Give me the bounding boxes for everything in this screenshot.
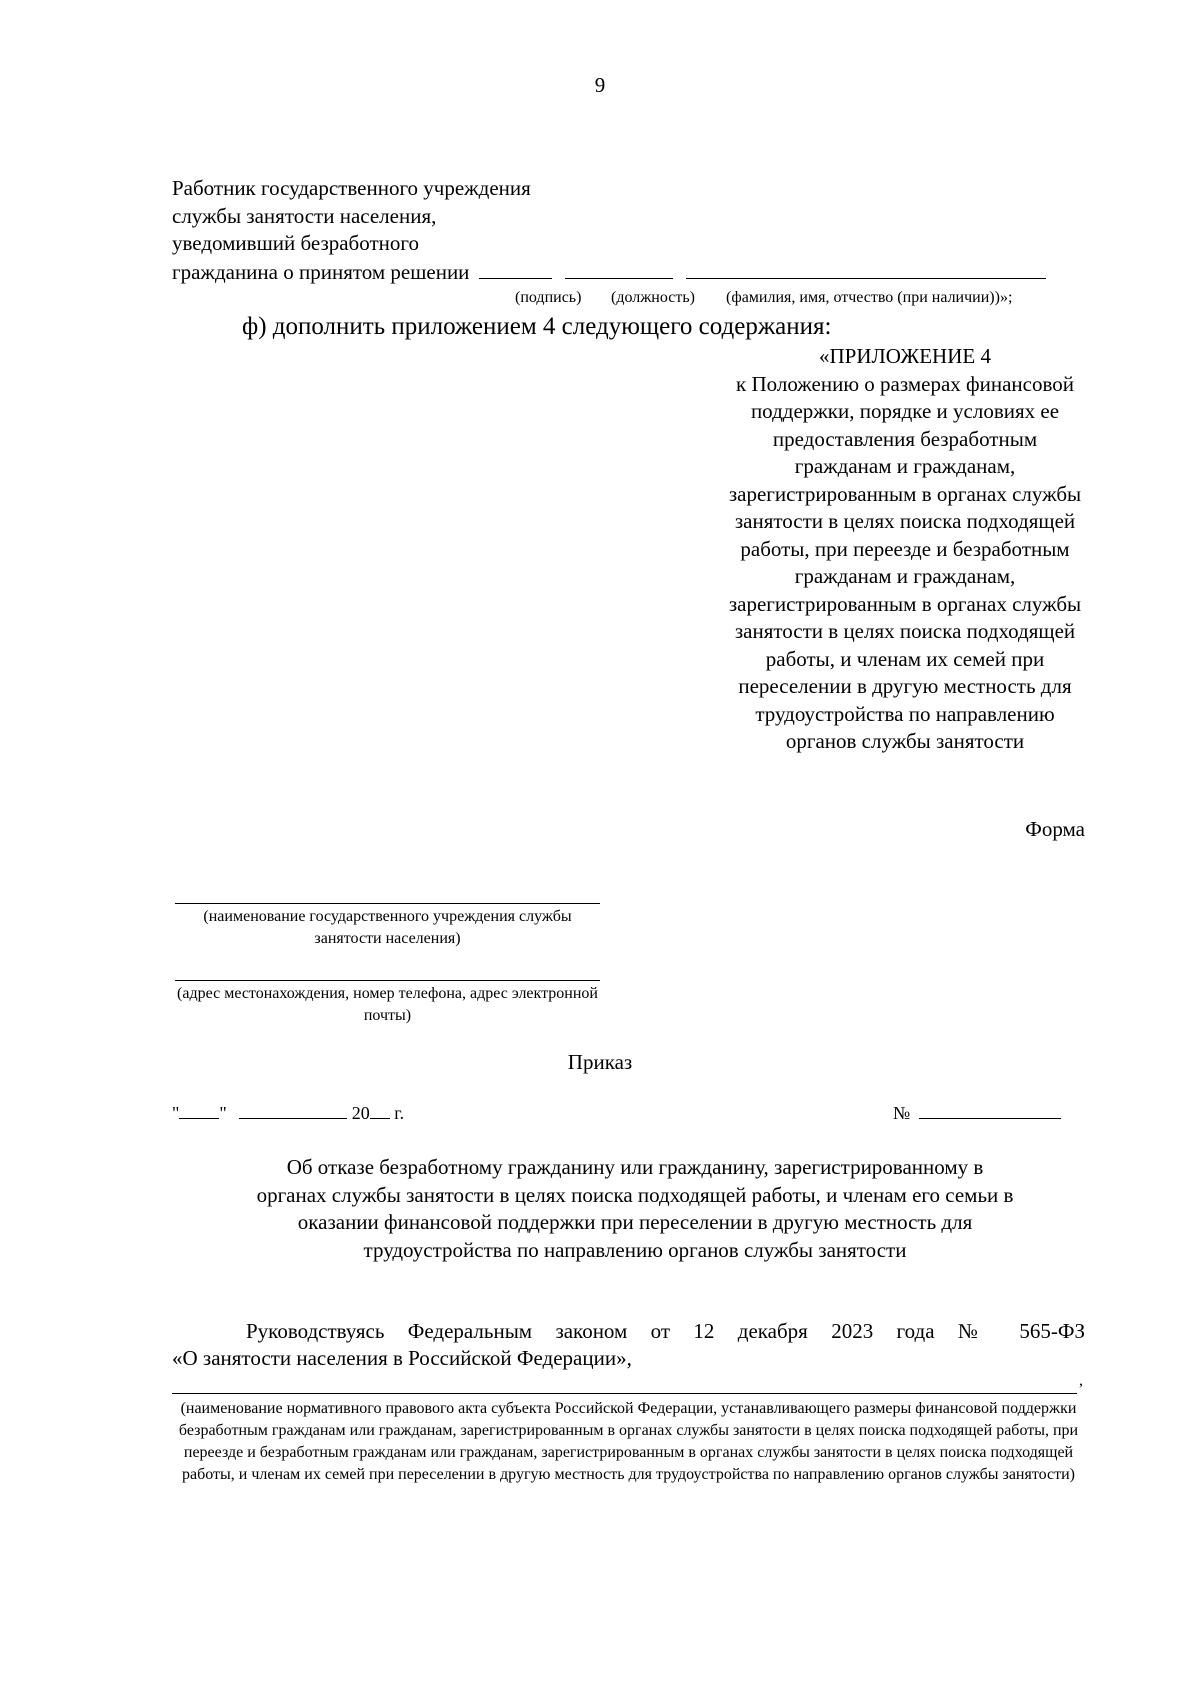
legal-act-line xyxy=(172,1393,1077,1394)
number-label: № xyxy=(893,1103,911,1123)
day-blank xyxy=(179,1102,219,1119)
year-suffix: г. xyxy=(394,1103,405,1123)
signature-line-4-text: гражданина о принятом решении xyxy=(172,259,470,284)
date-line xyxy=(172,1102,404,1124)
position-blank xyxy=(565,258,673,279)
signature-line-3: уведомивший безработного xyxy=(172,231,419,255)
name-caption: (фамилия, имя, отчество (при наличии))»; xyxy=(726,289,1013,306)
body-line-2: «О занятости населения в Российской Федерации», xyxy=(172,1346,632,1370)
signature-line-1: Работник государственного учреждения xyxy=(172,176,531,200)
date-quote-close: " xyxy=(219,1103,227,1123)
signature-blank xyxy=(479,258,552,279)
order-subject: Об отказе безработному гражданину или гражданину, зарегистрированному в органах службы занятости в целях поиска подходящей работы, и членам его семьи в оказании финансовой поддержки при переселении в другую местность для трудоустройства по направлению органов службы занятости xyxy=(256,1155,1014,1262)
legal-act-caption: (наименование нормативного правового акта субъекта Российской Федерации, устанавливающего размеры финансовой поддержки безработным гражданам или гражданам, зарегистрированным в органах службы занятости в целях поиска подходящей работы, при переезде и безработным гражданам или гражданам, зарегистрированным в органах службы занятости в целях поиска подходящей работы, и членам их семей при переселении в другую местность для трудоустройства по направлению органов службы занятости) xyxy=(178,1400,1079,1483)
appendix-heading: «ПРИЛОЖЕНИЕ 4 xyxy=(819,344,991,368)
number-line xyxy=(893,1102,1061,1124)
form-label: Форма xyxy=(1025,817,1085,841)
position-caption: (должность) xyxy=(611,289,695,306)
number-blank xyxy=(919,1102,1061,1119)
signature-line-4 xyxy=(172,258,1046,287)
date-quote-open: " xyxy=(172,1103,180,1123)
trailing-comma: , xyxy=(1079,1372,1083,1389)
order-title: Приказ xyxy=(567,1050,633,1074)
institution-caption: (наименование государственного учреждения службы занятости населения) xyxy=(203,908,572,947)
signature-block xyxy=(172,175,1046,286)
name-blank xyxy=(686,258,1046,279)
institution-line xyxy=(175,903,600,904)
appendix-header xyxy=(725,343,1085,756)
year-blank xyxy=(370,1102,390,1119)
page-number: 9 xyxy=(594,73,606,97)
body-line-1: Руководствуясь Федеральным законом от 12 декабря 2023 года № 565-ФЗ xyxy=(246,1319,1085,1343)
appendix-text: к Положению о размерах финансовой поддержки, порядке и условиях ее предоставления безработным гражданам и гражданам, зарегистрированным в органах службы занятости в целях поиска подходящей работы, при переезде и безработным гражданам и гражданам, зарегистрированным в органах службы занятости в целях поиска подходящей работы, и членам их семей при переселении в другую местность для трудоустройства по направлению органов службы занятости xyxy=(728,371,1082,753)
amendment-line: ф) дополнить приложением 4 следующего содержания: xyxy=(242,313,832,340)
address-caption: (адрес местонахождения, номер телефона, адрес электронной почты) xyxy=(177,985,598,1024)
year-prefix: 20 xyxy=(351,1103,370,1123)
signature-line-2: службы занятости населения, xyxy=(172,203,437,228)
address-line xyxy=(175,980,600,981)
month-blank xyxy=(239,1102,347,1119)
signature-caption: (подпись) xyxy=(515,289,582,306)
